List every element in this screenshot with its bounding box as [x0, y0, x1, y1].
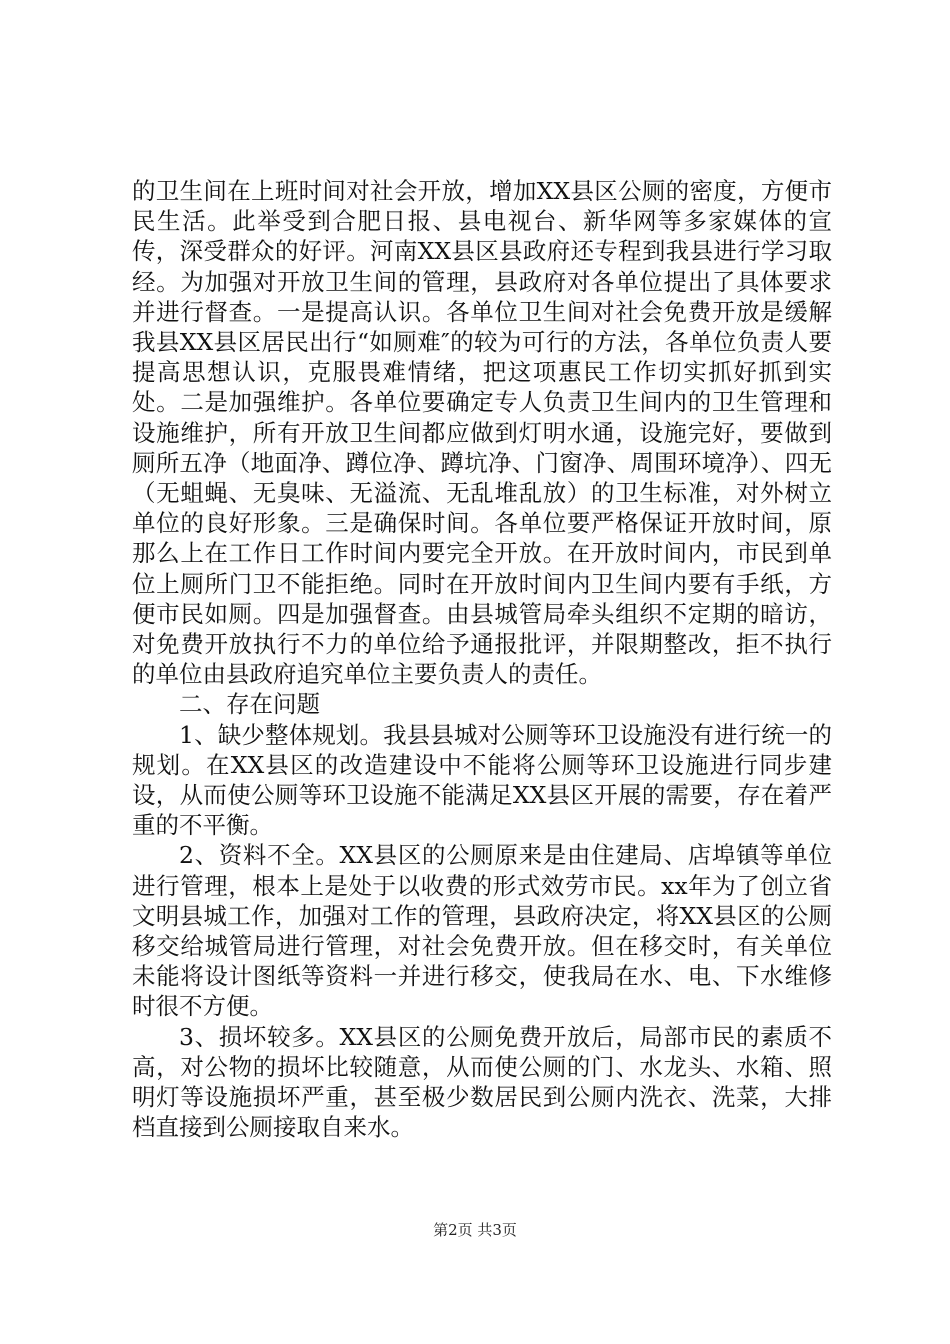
paragraph-problem-2: 2、资料不全。XX县区的公厕原来是由住建局、店埠镇等单位进行管理，根本上是处于以收费的形式效劳市民。xx年为了创立省文明县城工作，加强对工作的管理，县政府决定，将XX县区的公厕移交给城管局进行管理，对社会免费开放。但在移交时，有关单位未能将设计图纸等资料一并进行移交，使我局在水、电、下水维修时很不方便。	[132, 841, 832, 1021]
paragraph-problem-3: 3、损坏较多。XX县区的公厕免费开放后，局部市民的素质不高，对公物的损坏比较随意，从而使公厕的门、水龙头、水箱、照明灯等设施损坏严重，甚至极少数居民到公厕内洗衣、洗菜，大排档直接到公厕接取自来水。	[132, 1022, 832, 1142]
page-footer: 第2页 共3页	[433, 1221, 517, 1239]
document-body	[132, 176, 832, 1143]
paragraph-continuation: 的卫生间在上班时间对社会开放，增加XX县区公厕的密度，方便市民生活。此举受到合肥日报、县电视台、新华网等多家媒体的宣传，深受群众的好评。河南XX县区县政府还专程到我县进行学习取经。为加强对开放卫生间的管理，县政府对各单位提出了具体要求并进行督查。一是提高认识。各单位卫生间对社会免费开放是缓解我县XX县区居民出行“如厕难″的较为可行的方法，各单位负责人要提高思想认识，克服畏难情绪，把这项惠民工作切实抓好抓到实处。二是加强维护。各单位要确定专人负责卫生间内的卫生管理和设施维护，所有开放卫生间都应做到灯明水通，设施完好，要做到厕所五净（地面净、蹲位净、蹲坑净、门窗净、周围环境净）、四无（无蛆蝇、无臭味、无溢流、无乱堆乱放）的卫生标准，对外树立单位的良好形象。三是确保时间。各单位要严格保证开放时间，原那么上在工作日工作时间内要完全开放。在开放时间内，市民到单位上厕所门卫不能拒绝。同时在开放时间内卫生间内要有手纸，方便市民如厕。四是加强督查。由县城管局牵头组织不定期的暗访，对免费开放执行不力的单位给予通报批评，并限期整改，拒不执行的单位由县政府追究单位主要负责人的责任。	[132, 177, 832, 689]
section-heading: 二、存在问题	[179, 690, 320, 719]
paragraph-problem-1: 1、缺少整体规划。我县县城对公厕等环卫设施没有进行统一的规划。在XX县区的改造建设中不能将公厕等环卫设施进行同步建设，从而使公厕等环卫设施不能满足XX县区开展的需要，存在着严重的不平衡。	[132, 720, 832, 840]
